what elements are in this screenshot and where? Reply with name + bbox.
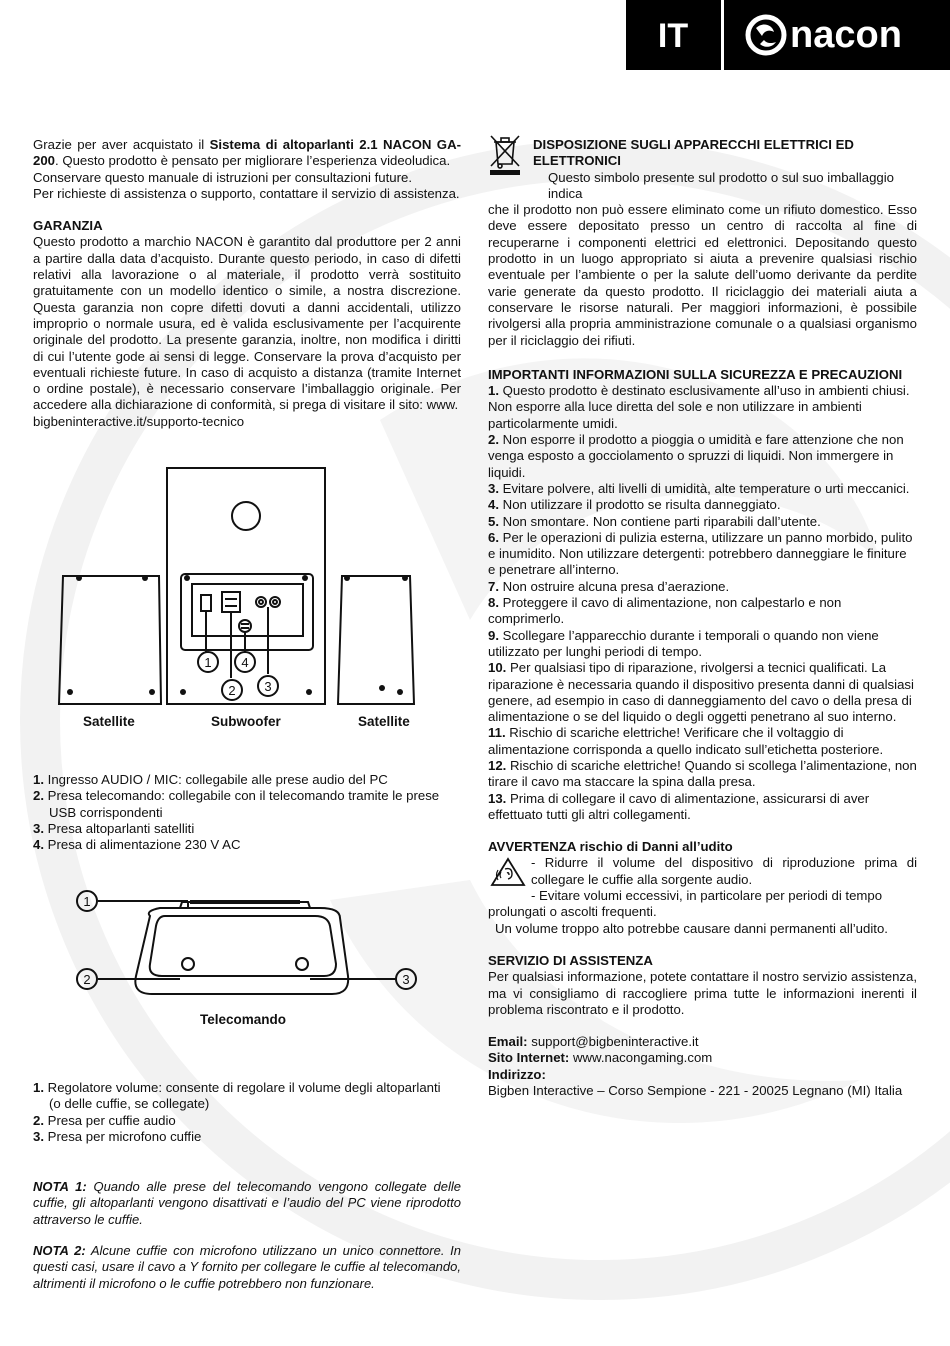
list-item: 3. Presa per microfono cuffie: [33, 1128, 202, 1144]
safety-title: IMPORTANTI INFORMAZIONI SULLA SICUREZZA E PRECAUZIONI: [488, 366, 903, 382]
remote-callout-2: 2: [83, 972, 91, 987]
left-column: [33, 137, 461, 430]
warranty-url: bigbeninteractive.it/supporto-tecnico: [33, 413, 245, 429]
intro-text-a: Grazie per aver acquistato il: [33, 137, 210, 152]
hearing-line-2b: prolungati o ascolti frequenti.: [488, 904, 657, 920]
callout-4: 4: [241, 655, 249, 670]
speaker-parts-list: [33, 772, 461, 853]
language-code: IT: [657, 17, 689, 55]
brand-wordmark: nacon: [790, 14, 902, 56]
intro-text-c: . Questo prodotto è pensato per migliorare l’esperienza videoludica.: [55, 153, 451, 169]
list-item: 1. Ingresso AUDIO / MIC: collegabile alle prese audio del PC: [33, 772, 388, 787]
safety-item: 11. Rischio di scariche elettriche! Verificare che il voltaggio di alimentazione corrisponda a quello indicato sull’etichetta posteriore.: [488, 725, 884, 757]
email-link[interactable]: support@bigbeninteractive.it: [527, 1034, 699, 1050]
product-name: Sistema di altoparlanti 2.1 NACON GA-200: [33, 137, 461, 169]
safety-item: 3. Evitare polvere, alti livelli di umidità, alte temperature o urti meccanici.: [488, 480, 910, 496]
hearing-line-1: - Ridurre il volume del dispositivo di riproduzione prima di collegare le cuffie alla sorgente audio.: [531, 855, 917, 887]
list-item-continuation: USB corrispondenti: [49, 804, 163, 820]
weee-text-1: Questo simbolo presente sul prodotto o sul suo imballaggio indica: [548, 169, 895, 201]
safety-item: 10. Per qualsiasi tipo di riparazione, rivolgersi a tecnici qualificati. La riparazione è necessaria quando il dispositivo presenta danni di qualsiasi genere, ad esempio in caso di danneggiamento del cavo o della presa di alimentazione o se del liquido o degli oggetti penetrano al suo interno.: [488, 660, 914, 725]
satellite-right-body: [338, 576, 414, 704]
callout-2: 2: [228, 683, 236, 698]
support-address: Bigben Interactive – Corso Sempione - 221 - 20025 Legnano (MI) Italia: [488, 1083, 903, 1099]
support-email: Email: support@bigbeninteractive.it: [488, 1034, 699, 1050]
safety-item: 8. Proteggere il cavo di alimentazione, non calpestarlo e non comprimerlo.: [488, 595, 842, 627]
safety-item: 9. Scollegare l’apparecchio durante i temporali o quando non viene utilizzato per lunghi periodi di tempo.: [488, 627, 879, 659]
weee-text-2: che il prodotto non può essere eliminato come un rifiuto domestico. Esso deve essere depositato presso un centro di raccolta al fine di recuperarne i componenti elettrici ed elettronici. Depositando questo prodotto in un luogo appropriato si aiuta a prevenire qualsiasi rischio eventuale per l’ambiente o per la salute dell’uomo derivante da perdite varie generate da questo prodotto. Il riciclaggio dei materiali aiuta a conservare le risorse naturali. Per maggiori informazioni, è possibile rivolgersi alla propria amministrazione comunale o a qualsiasi organismo per il riciclaggio dei rifiuti.: [488, 202, 917, 348]
weee-title-2: ELETTRONICI: [533, 153, 621, 169]
safety-item: 2. Non esporre il prodotto a pioggia o umidità e fare attenzione che non venga esposto a gocciolamento o spruzzi di liquidi. Non immergere in liquidi.: [488, 432, 904, 480]
speaker-system-diagram: [55, 466, 420, 711]
callout-1: 1: [204, 655, 212, 670]
support-text: Per qualsiasi informazione, potete contattare il nostro servizio assistenza, ma vi consigliamo di raccogliere prima tutte le informazioni inerenti il problema riscontrato e il prodotto.: [488, 969, 917, 1017]
warranty-title: GARANZIA: [33, 218, 103, 234]
support-site: Sito Internet: www.nacongaming.com: [488, 1050, 713, 1066]
callout-3: 3: [264, 679, 272, 694]
nacon-logo: [726, 0, 950, 70]
list-item: 2. Presa per cuffie audio: [33, 1112, 176, 1128]
remote-callout-3: 3: [402, 972, 410, 987]
remote-body: [135, 908, 348, 994]
intro-support: Per richieste di assistenza o supporto, contattare il servizio di assistenza.: [33, 185, 460, 201]
safety-item: 1. Questo prodotto è destinato esclusivamente all’uso in ambienti chiusi. Non esporre alla luce diretta del sole e non utilizzare in ambienti particolarmente umidi.: [488, 383, 910, 431]
safety-list: [488, 383, 917, 823]
hearing-block: [488, 855, 917, 936]
list-item-continuation: (o delle cuffie, se collegate): [49, 1096, 210, 1112]
list-item: 2. Presa telecomando: collegabile con il telecomando tramite le prese: [33, 788, 440, 804]
safety-item: 5. Non smontare. Non contiene parti riparabili dall’utente.: [488, 513, 821, 529]
hearing-line-2a: - Evitare volumi eccessivi, in particolare per periodi di tempo: [531, 888, 883, 904]
right-column: [488, 137, 917, 1099]
list-item: 4. Presa di alimentazione 230 V AC: [33, 837, 241, 853]
hearing-title: AVVERTENZA rischio di Danni all’udito: [488, 839, 733, 855]
warranty-text: Questo prodotto a marchio NACON è garantito dal produttore per 2 anni a partire dalla data d’acquisto. Durante questo periodo, in caso di difetti relativi alla lavorazione o al materiale, il prodotto verrà sostituito gratuitamente con un modello identico o simile, a nostra discrezione. Questa garanzia non copre difetti dovuti a danni accidentali, utilizzo improprio o normale usura, ed è valida esclusivamente per l’acquirente originale del prodotto. La presente garanzia, inoltre, non modifica i diritti di cui l’utente gode ai sensi di legge. Conservare la prova d’acquisto per eventuali richieste future. In caso di acquisto a distanza (tramite Internet o ordine postale), è necessario conservare l’imballaggio originale. Per accedere alla dichiarazione di conformità, si prega di visitare il sito: www.: [33, 234, 461, 413]
support-title: SERVIZIO DI ASSISTENZA: [488, 952, 653, 968]
list-item: 1. Regolatore volume: consente di regolare il volume degli altoparlanti: [33, 1080, 441, 1095]
safety-item: 12. Rischio di scariche elettriche! Quando si scollega l’alimentazione, non tirare il cavo ma staccare la spina dalla presa.: [488, 757, 917, 790]
intro-paragraph: [33, 137, 461, 170]
safety-item: 4. Non utilizzare il prodotto se risulta danneggiato.: [488, 497, 781, 513]
header-divider: [721, 0, 724, 70]
remote-control-diagram: [70, 886, 430, 1006]
label-satellite-left: Satellite: [83, 714, 135, 729]
hearing-warning-icon: [490, 857, 526, 887]
intro-keep-manual: Conservare questo manuale di istruzioni per consultazioni future.: [33, 169, 412, 185]
safety-item: 13. Prima di collegare il cavo di alimentazione, assicurarsi di aver effettuato tutti gli altri collegamenti.: [488, 790, 870, 822]
support-address-label: Indirizzo:: [488, 1066, 546, 1082]
weee-title-1: DISPOSIZIONE SUGLI APPARECCHI ELETTRICI ED: [533, 137, 854, 152]
list-item: 3. Presa altoparlanti satelliti: [33, 820, 195, 836]
safety-item: 7. Non ostruire alcuna presa d’aerazione.: [488, 578, 730, 594]
note-2: NOTA 2: Alcune cuffie con microfono utilizzano un unico connettore. In questi casi, usare il cavo a Y fornito per collegare le cuffie al telecomando, altrimenti il microfono o le cuffie potrebbero non funzionare.: [33, 1243, 461, 1291]
satellite-left-body: [59, 576, 161, 704]
label-subwoofer: Subwoofer: [211, 714, 281, 729]
note-1: NOTA 1: Quando alle prese del telecomando vengono collegate delle cuffie, gli altoparlanti vengono disattivati e l’audio del PC viene riprodotto attraverso le cuffie.: [33, 1179, 461, 1227]
website-link[interactable]: www.nacongaming.com: [569, 1050, 713, 1066]
remote-callout-1: 1: [83, 894, 91, 909]
safety-item: 6. Per le operazioni di pulizia esterna, utilizzare un panno morbido, pulito e inumidito. Non utilizzare detergenti: potrebbero danneggiare le finiture e penetrare all’interno.: [488, 529, 913, 578]
label-satellite-right: Satellite: [358, 714, 410, 729]
header-bar: [626, 0, 950, 70]
label-telecomando: Telecomando: [200, 1012, 287, 1027]
subwoofer-port: [232, 502, 260, 530]
remote-parts-list: [33, 1080, 461, 1145]
hearing-line-3: Un volume troppo alto potrebbe causare danni permanenti all’udito.: [495, 920, 888, 936]
